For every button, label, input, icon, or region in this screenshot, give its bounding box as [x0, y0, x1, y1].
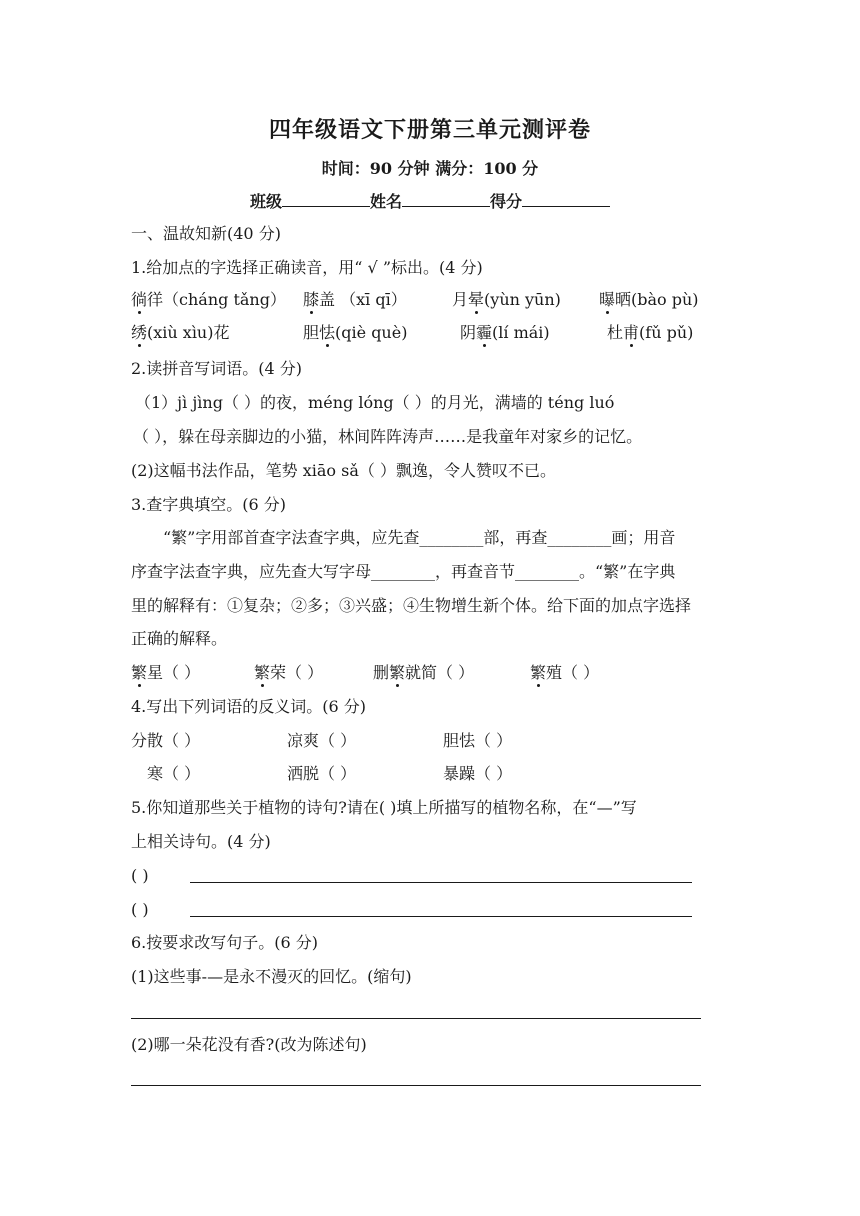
rewrite-answer-line[interactable]	[131, 1085, 701, 1086]
item-suffix: (qiè què)	[335, 323, 408, 342]
item-prefix: 删	[373, 663, 390, 682]
antonym-item: 胆怯（ ）	[443, 731, 513, 750]
dotted-character: 甫	[623, 323, 640, 342]
question-3-line-3: 里的解释有：①复杂；②多；③兴盛；④生物增生新个体。给下面的加点字选择	[131, 596, 692, 615]
student-info-line	[0, 188, 860, 212]
dotted-character: 膝	[303, 290, 320, 309]
reading-item	[254, 662, 323, 684]
item-suffix: (fǔ pǔ)	[639, 323, 694, 342]
antonym-item: 洒脱（ ）	[287, 764, 357, 783]
class-blank[interactable]	[282, 188, 370, 207]
question-2-line-1: （1）jì jìng（ ）的夜，méng lóng（ ）的月光，满墙的 téng luó	[135, 393, 615, 412]
reading-item	[607, 322, 693, 344]
poem-answer-line[interactable]	[190, 882, 692, 883]
dotted-character: 晕	[468, 290, 485, 309]
name-label: 姓名	[369, 192, 402, 211]
item-prefix: 月	[452, 290, 469, 309]
dotted-character: 繁	[131, 663, 148, 682]
reading-item	[373, 662, 474, 684]
item-prefix: 杜	[607, 323, 624, 342]
plant-bracket: ( )	[131, 866, 149, 885]
rewrite-answer-line[interactable]	[131, 1018, 701, 1019]
dotted-character: 徜	[131, 290, 148, 309]
dotted-character: 繁	[389, 663, 406, 682]
item-suffix: 就简（ ）	[405, 663, 475, 682]
item-suffix: 荣（ ）	[270, 663, 324, 682]
reading-item	[530, 662, 599, 684]
section-heading: 一、温故知新(40 分)	[131, 224, 281, 243]
question-2-line-3: (2)这幅书法作品，笔势 xiāo sǎ（ ）飘逸，令人赞叹不已。	[131, 461, 556, 480]
plant-bracket: ( )	[131, 900, 149, 919]
dotted-character: 霾	[476, 323, 493, 342]
reading-item	[599, 289, 699, 311]
item-suffix: 徉（cháng tǎng）	[147, 290, 286, 309]
item-suffix: 殖（ ）	[546, 663, 600, 682]
antonym-item: 暴躁（ ）	[443, 764, 513, 783]
question-6-prompt: 6.按要求改写句子。(6 分)	[131, 933, 319, 952]
item-suffix: 盖 （xī qī）	[319, 290, 407, 309]
question-6-sub-1: (1)这些事-—是永不漫灭的回忆。(缩句)	[131, 967, 412, 986]
score-label: 得分	[490, 192, 523, 211]
item-suffix: (xiù xìu)花	[147, 323, 230, 342]
antonym-item: 分散（ ）	[131, 731, 201, 750]
name-blank[interactable]	[402, 188, 490, 207]
reading-item	[131, 322, 229, 344]
question-2-prompt: 2.读拼音写词语。(4 分)	[131, 359, 303, 378]
reading-item	[131, 662, 200, 684]
item-suffix: (yùn yūn)	[484, 290, 561, 309]
item-suffix: (lí mái)	[492, 323, 550, 342]
item-suffix: 晒(bào pù)	[615, 290, 699, 309]
question-5-prompt: 5.你知道那些关于植物的诗句?请在( )填上所描写的植物名称，在“—”写	[131, 798, 637, 817]
antonym-item: 凉爽（ ）	[287, 731, 357, 750]
dotted-character: 怯	[319, 323, 336, 342]
item-prefix: 胆	[303, 323, 320, 342]
exam-meta: 时间：90 分钟 满分：100 分	[321, 159, 539, 178]
reading-item	[303, 322, 407, 344]
question-3-prompt: 3.查字典填空。(6 分)	[131, 495, 287, 514]
score-blank[interactable]	[522, 188, 610, 207]
dotted-character: 繁	[530, 663, 547, 682]
antonym-item: 寒（ ）	[147, 764, 201, 783]
dotted-character: 曝	[599, 290, 616, 309]
question-3-line-4: 正确的解释。	[131, 629, 228, 648]
class-label: 班级	[249, 192, 282, 211]
question-2-line-2: （ ），躲在母亲脚边的小猫，林间阵阵涛声……是我童年对家乡的记忆。	[133, 427, 643, 446]
reading-item	[303, 289, 407, 311]
poem-answer-line[interactable]	[190, 916, 692, 917]
reading-item	[452, 289, 561, 311]
question-6-sub-2: (2)哪一朵花没有香?(改为陈述句)	[131, 1035, 367, 1054]
reading-item	[460, 322, 550, 344]
page-title: 四年级语文下册第三单元测评卷	[268, 117, 591, 143]
item-prefix: 阴	[460, 323, 477, 342]
reading-item	[131, 289, 286, 311]
dotted-character: 繁	[254, 663, 271, 682]
question-4-prompt: 4.写出下列词语的反义词。(6 分)	[131, 697, 367, 716]
question-1-prompt: 1.给加点的字选择正确读音，用“ √ ”标出。(4 分)	[131, 258, 483, 277]
item-suffix: 星（ ）	[147, 663, 201, 682]
question-3-line-2: 序查字法查字典，应先查大写字母________，再查音节________。“繁”在字典	[131, 562, 676, 581]
question-5-prompt-cont: 上相关诗句。(4 分)	[131, 832, 271, 851]
dotted-character: 绣	[131, 323, 148, 342]
question-3-line-1: “繁”字用部首查字法查字典，应先查________部，再查________画；用音	[163, 528, 676, 547]
